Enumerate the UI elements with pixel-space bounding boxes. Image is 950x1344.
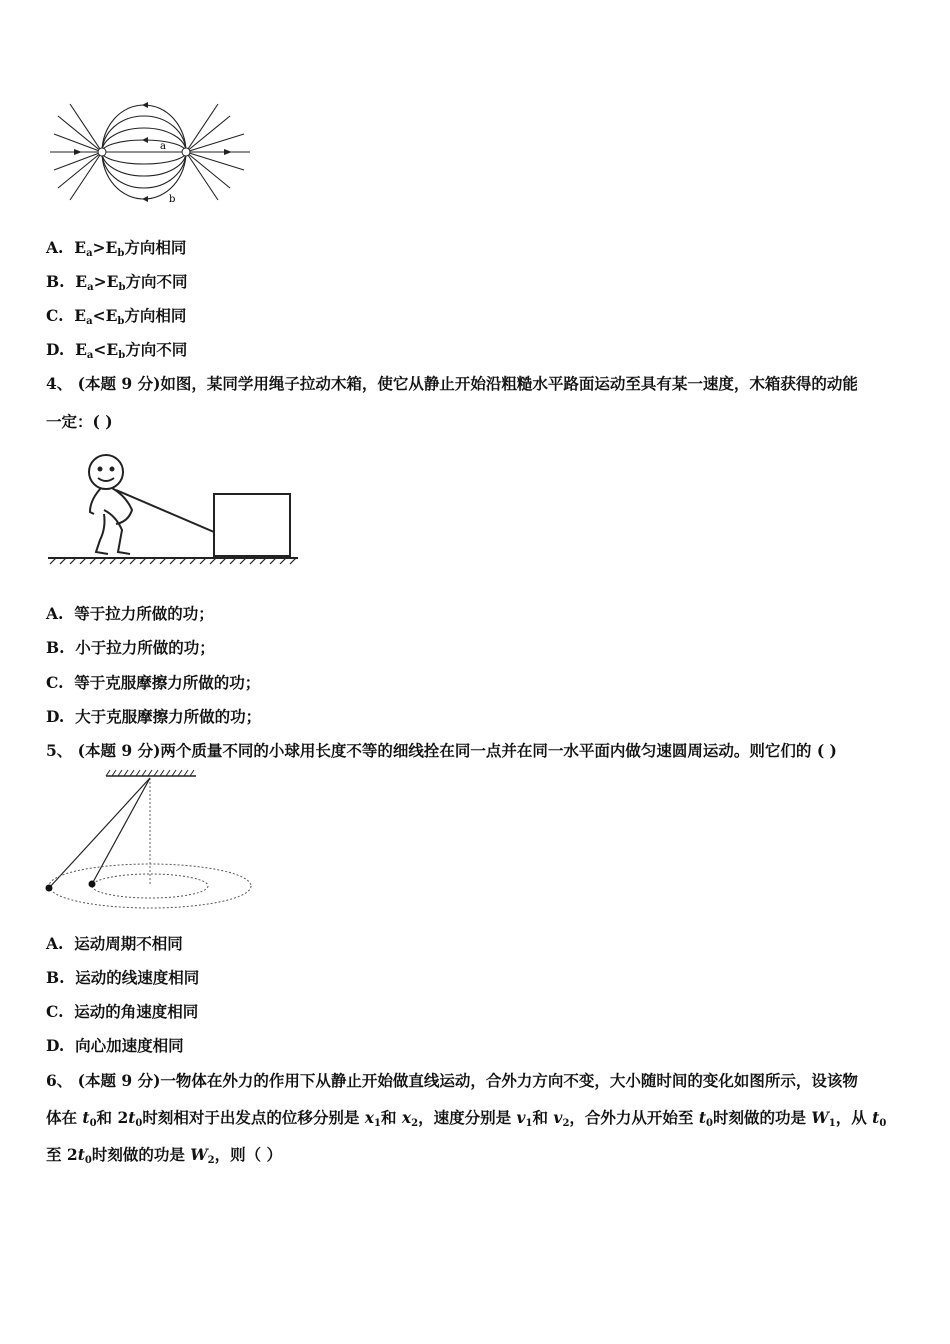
point-a-label: a bbox=[160, 141, 166, 152]
q4-option-c[interactable]: C. 等于克服摩擦力所做的功； bbox=[46, 673, 261, 692]
q5-option-a[interactable]: A. 运动周期不相同 bbox=[46, 934, 183, 953]
q5-option-b[interactable]: B. 运动的线速度相同 bbox=[46, 968, 200, 987]
q5-option-c[interactable]: C. 运动的角速度相同 bbox=[46, 1002, 199, 1021]
q4-stem-line1: 4、 (本题 9 分)如图，某同学用绳子拉动木箱，使它从静止开始沿粗糙水平路面运动至具有某一速度，木箱获得的动能 bbox=[46, 374, 858, 393]
q3-option-a[interactable]: A. $E_a>E_b$方向相同 bbox=[46, 238, 187, 259]
point-b-label: b bbox=[169, 194, 176, 205]
q4-option-d[interactable]: D. 大于克服摩擦力所做的功； bbox=[46, 707, 262, 726]
q6-stem-line1: 6、 (本题 9 分)一物体在外力的作用下从静止开始做直线运动，合外力方向不变，大小随时间的变化如图所示，设该物 bbox=[46, 1071, 858, 1090]
q4-option-b[interactable]: B. 小于拉力所做的功； bbox=[46, 638, 215, 657]
person-pulling-box-figure bbox=[46, 450, 302, 572]
q6-stem-line3: 至 $2t_0$时刻做的功是 $W_2$，则（ ） bbox=[46, 1145, 283, 1166]
q4-stem-line2: 一定：( ) bbox=[46, 412, 113, 431]
q4-option-a[interactable]: A. 等于拉力所做的功； bbox=[46, 604, 214, 623]
q3-option-c[interactable]: C. $E_a<E_b$方向相同 bbox=[46, 306, 187, 327]
q3-option-d[interactable]: D. $E_a<E_b$方向不同 bbox=[46, 340, 188, 361]
conical-pendulum-figure bbox=[44, 766, 256, 912]
q6-stem-line2: 体在 $t_0$和 $2t_0$时刻相对于出发点的位移分别是 $x_1$和 $x_2$，速度分别是 $v_1$和 $v_2$，合外力从开始至 $t_0$时刻做的功是 $W_1$，从 $t_0$ bbox=[46, 1108, 887, 1129]
q5-stem: 5、 (本题 9 分)两个质量不同的小球用长度不等的细线拴在同一点并在同一水平面内做匀速圆周运动。则它们的 ( ) bbox=[46, 741, 837, 760]
q5-option-d[interactable]: D. 向心加速度相同 bbox=[46, 1036, 184, 1055]
electric-field-figure bbox=[48, 96, 252, 208]
q3-option-b[interactable]: B. $E_a>E_b$方向不同 bbox=[46, 272, 188, 293]
